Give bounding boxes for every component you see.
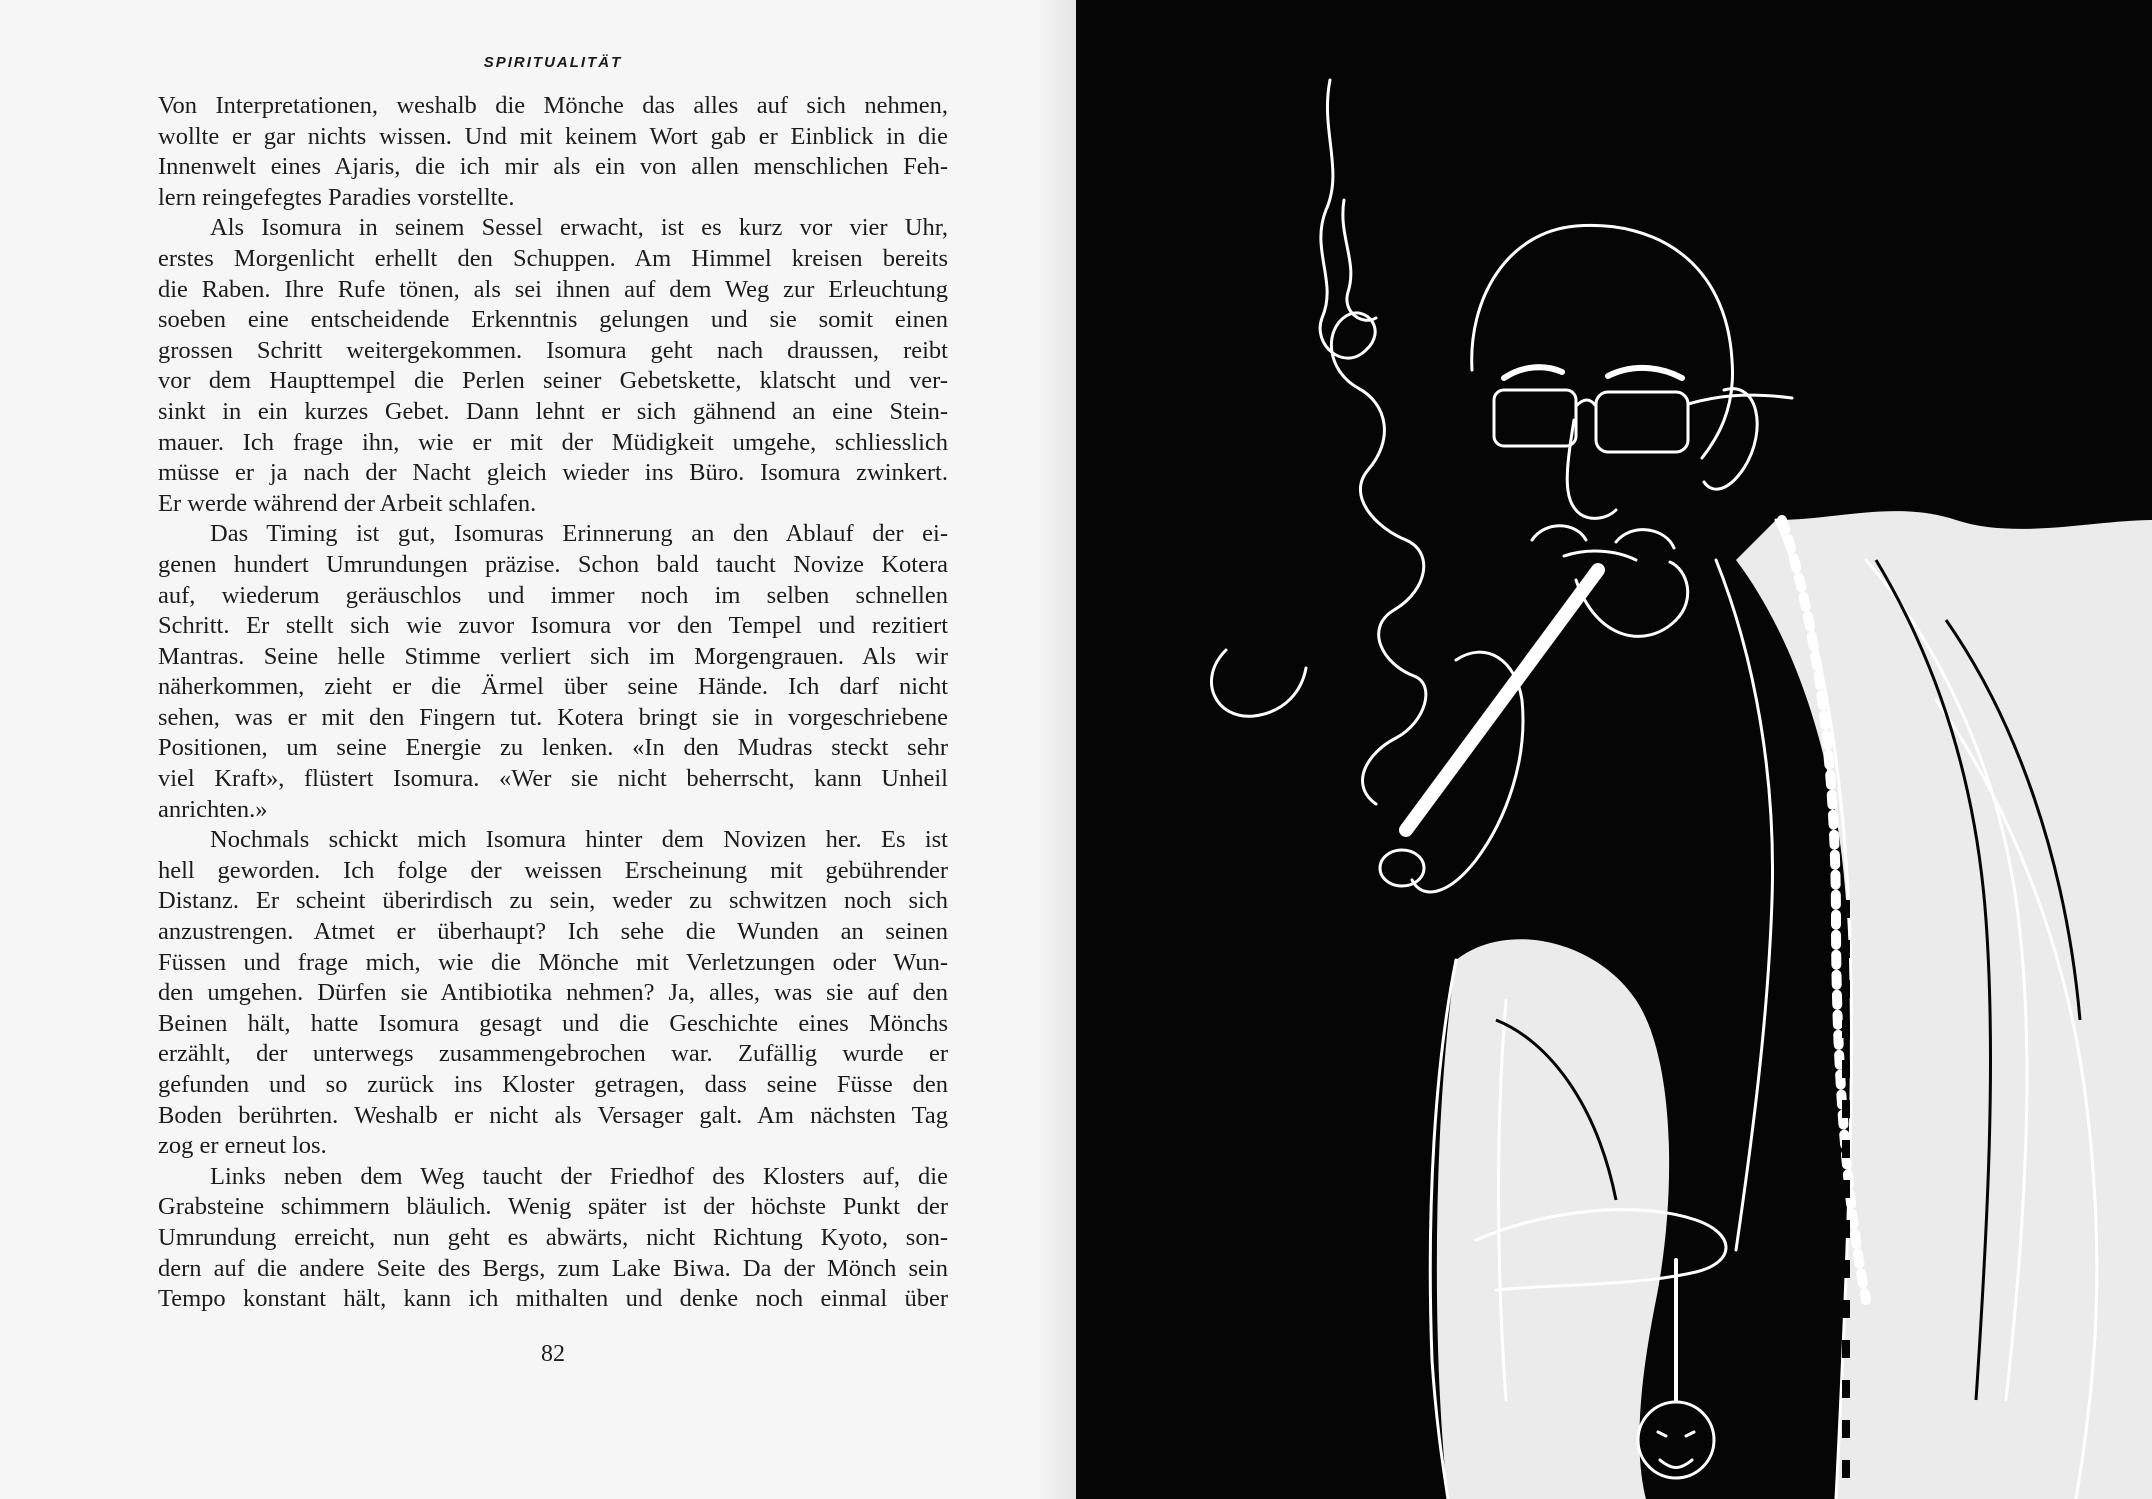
monk-smoking-pipe-illustration (1076, 0, 2152, 1499)
text-line: genen hundert Umrundungen präzise. Schon bald taucht Novize Kotera (158, 550, 948, 578)
right-page (1076, 0, 2152, 1499)
text-line: lern reingefegtes Paradies vorstellte. (158, 183, 515, 211)
text-line: sehen, was er mit den Fingern tut. Kotera bringt sie in vorgeschriebene (158, 703, 948, 731)
text-line: Boden berührten. Weshalb er nicht als Versager galt. Am nächsten Tag (158, 1101, 948, 1129)
mask-face (1658, 1432, 1694, 1468)
mouth (1564, 551, 1636, 560)
text-line: Distanz. Er scheint überirdisch zu sein, weder zu schwitzen noch sich (158, 887, 948, 915)
smoke-lower (1211, 650, 1306, 716)
text-line: erstes Morgenlicht erhellt den Schuppen. Am Himmel kreisen bereits (158, 244, 948, 272)
text-line: erzählt, der unterwegs zusammengebrochen war. Zufällig wurde er (158, 1040, 948, 1068)
right-eyebrow (1608, 368, 1682, 378)
glasses-arm (1688, 395, 1792, 404)
text-line: wollte er gar nichts wissen. Und mit keinem Wort gab er Einblick in die (158, 122, 948, 150)
text-line: viel Kraft», flüstert Isomura. «Wer sie nicht beherrscht, kann Unheil (158, 765, 948, 793)
text-line: zog er erneut los. (158, 1132, 327, 1160)
robe-white-fill (1736, 511, 2152, 1499)
mustache (1532, 526, 1674, 548)
body-text (158, 91, 948, 1315)
head-outline (1472, 225, 1733, 458)
text-line: anrichten.» (158, 795, 268, 823)
left-eyebrow (1504, 367, 1562, 378)
left-lens (1494, 390, 1576, 446)
text-line: Umrundung erreicht, nun geht es abwärts, nicht Richtung Kyoto, son- (158, 1223, 948, 1251)
text-line: mauer. Ich frage ihn, wie er mit der Müdigkeit umgehe, schliesslich (158, 428, 948, 456)
text-line: Links neben dem Weg taucht der Friedhof des Klosters auf, die (210, 1162, 948, 1190)
text-line: Positionen, um seine Energie zu lenken. «In den Mudras steckt sehr (158, 734, 948, 762)
text-line: Von Interpretationen, weshalb die Mönche das alles auf sich nehmen, (158, 92, 948, 119)
text-line: gefunden und so zurück ins Kloster getragen, dass seine Füsse den (158, 1071, 948, 1098)
text-line: Nochmals schickt mich Isomura hinter dem Novizen her. Es ist (210, 826, 948, 854)
running-head: SPIRITUALITÄT (483, 54, 623, 71)
right-lens (1596, 392, 1688, 452)
text-line: hell geworden. Ich folge der weissen Erscheinung mit gebührender (158, 856, 948, 884)
glasses-bridge (1576, 400, 1596, 406)
text-line: die Raben. Ihre Rufe tönen, als sei ihnen auf dem Weg zur Erleuchtung (158, 275, 948, 303)
smoke-wisp (1320, 80, 1426, 804)
pipe-bowl (1380, 850, 1424, 886)
robe-fold-1 (1716, 560, 1773, 1250)
text-line: den umgehen. Dürfen sie Antibiotika nehmen? Ja, alles, was sie auf den (158, 979, 948, 1007)
sleeve-white-fill (1437, 939, 1669, 1499)
text-line: Als Isomura in seinem Sessel erwacht, ist es kurz vor vier Uhr, (210, 214, 948, 242)
text-line: dern auf die andere Seite des Bergs, zum Lake Biwa. Da der Mönch sein (158, 1254, 948, 1282)
text-line: Er werde während der Arbeit schlafen. (158, 489, 537, 517)
text-line: grossen Schritt weitergekommen. Isomura geht nach draussen, reibt (158, 336, 948, 364)
pipe-stem (1406, 570, 1598, 830)
text-line: Innenwelt eines Ajaris, die ich mir als ein von allen menschlichen Feh- (158, 153, 948, 181)
text-line: auf, wiederum geräuschlos und immer noch im selben schnellen (158, 581, 948, 609)
text-line: soeben eine entscheidende Erkenntnis gelungen und sie somit einen (158, 306, 948, 334)
gutter-shadow (1036, 0, 1076, 1499)
page-number: 82 (541, 1341, 565, 1367)
text-line: sinkt in ein kurzes Gebet. Dann lehnt er sich gähnend an eine Stein- (158, 397, 948, 425)
text-line: Mantras. Seine helle Stimme verliert sich im Morgengrauen. Als wir (158, 642, 948, 670)
text-line: Tempo konstant hält, kann ich mithalten und denke noch einmal über (158, 1285, 948, 1313)
text-line: müsse er ja nach der Nacht gleich wieder ins Büro. Isomura zwinkert. (158, 459, 948, 487)
text-line: vor dem Haupttempel die Perlen seiner Gebetskette, klatscht und ver- (158, 367, 948, 395)
text-line: näherkommen, zieht er die Ärmel über seine Hände. Ich darf nicht (158, 673, 948, 701)
text-line: Schritt. Er stellt sich wie zuvor Isomura vor den Tempel und rezitiert (158, 612, 948, 640)
text-line: Grabsteine schimmern bläulich. Wenig später ist der höchste Punkt der (158, 1193, 948, 1221)
text-line: Füssen und frage mich, wie die Mönche mit Verletzungen oder Wun- (158, 948, 948, 976)
text-line: anzustrengen. Atmet er überhaupt? Ich sehe die Wunden an seinen (158, 918, 948, 946)
text-line: Beinen hält, hatte Isomura gesagt und die Geschichte eines Mönchs (158, 1009, 948, 1037)
text-line: Das Timing ist gut, Isomuras Erinnerung an den Ablauf der ei- (210, 520, 948, 548)
smoke-wisp-inner (1343, 200, 1376, 320)
